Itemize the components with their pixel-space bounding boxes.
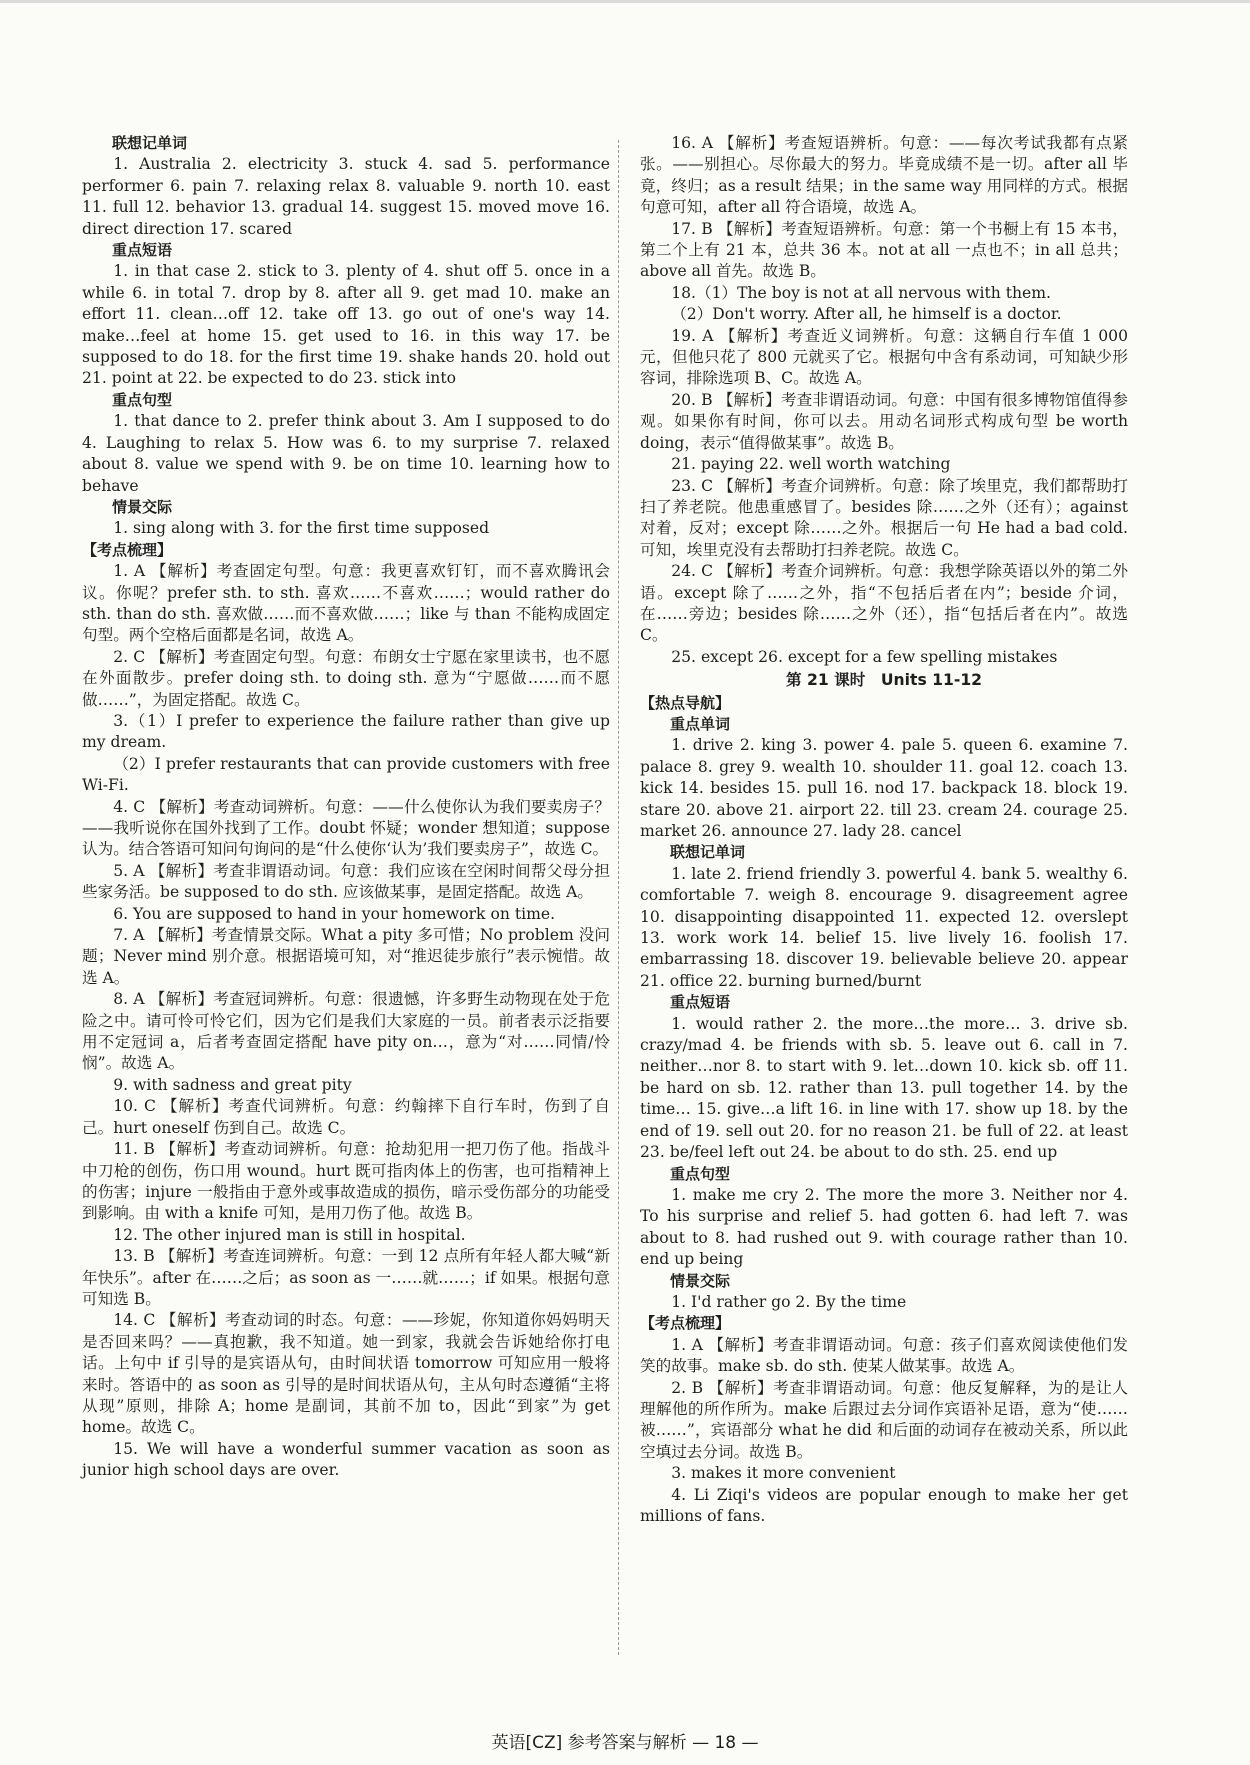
section-heading: 重点句型 <box>670 1164 731 1183</box>
page-top-edge <box>0 0 1250 3</box>
answer-paragraph: 1. sing along with 3. for the first time supposed <box>113 519 490 538</box>
section-heading: 重点短语 <box>670 993 731 1012</box>
answer-paragraph: 1. late 2. friend friendly 3. powerful 4. bank 5. wealthy 6. comfortable 7. weigh 8. encourage 9. disagreement agree 10. disappointing disappointed 11. expected 12. overslept 13. work work 14. belief 15. live lively 16. foolish 17. embarrassing 18. discover 19. believable believe 20. appear 21. office 22. burning burned/burnt <box>640 864 1128 990</box>
answer-paragraph: 14. C 【解析】考查动词的时态。句意：——珍妮，你知道你妈妈明天是否回来吗？——真抱歉，我不知道。她一到家，我就会告诉她给你打电话。上句中 if 引导的是宾语从句，由时间状语 tomorrow 可知应用一般将来时。答语中的 as soon as 引导的是时间状语从句，主从句时态遵循“主将从现”原则，排除 A；home 是副词，其前不加 to，因此“到家”为 get home。故选 C。 <box>82 1311 610 1437</box>
left-column <box>82 133 610 1482</box>
answer-paragraph: 1. Australia 2. electricity 3. stuck 4. sad 5. performance performer 6. pain 7. relaxing relax 8. valuable 9. north 10. east 11. full 12. behavior 13. gradual 14. suggest 15. moved move 16. direct direction 17. scared <box>82 155 610 238</box>
answer-paragraph: 4. Li Ziqi's videos are popular enough to make her get millions of fans. <box>640 1485 1128 1525</box>
answer-paragraph: 12. The other injured man is still in hospital. <box>113 1225 466 1244</box>
answer-paragraph: 1. would rather 2. the more…the more… 3. drive sb. crazy/mad 4. be friends with sb. 5. leave out 6. call in 7. neither…nor 8. to start with 9. let…down 10. kick sb. off 11. be hard on sb. 12. rather than 13. pull together 14. by the time… 15. give…a lift 16. in line with 17. show up 18. by the end of 19. sell out 20. for no reason 21. be full of 22. at least 23. be/feel left out 24. be about to do sth. 25. end up <box>640 1014 1128 1162</box>
answer-paragraph: 1. make me cry 2. The more the more 3. Neither nor 4. To his surprise and relief 5. had gotten 6. had left 7. was about to 8. had rushed out 9. with courage rather than 10. end up being <box>640 1185 1128 1269</box>
answer-paragraph: 3. makes it more convenient <box>671 1464 896 1483</box>
section-heading: 联想记单词 <box>112 134 188 152</box>
section-heading: 重点单词 <box>670 714 731 733</box>
answer-paragraph: 8. A 【解析】考查冠词辨析。句意：很遗憾，许多野生动物现在处于危险之中。请可怜可怜它们，因为它们是我们大家庭的一员。前者表示泛指要用不定冠词 a，后者考查固定搭配 have pity on…，意为“对……同情/怜悯”。故选 A。 <box>82 990 610 1073</box>
answer-paragraph: 1. A 【解析】考查非谓语动词。句意：孩子们喜欢阅读使他们发笑的故事。make sb. do sth. 使某人做某事。故选 A。 <box>640 1335 1128 1376</box>
answer-paragraph: 16. A 【解析】考查短语辨析。句意：——每次考试我都有点紧张。——别担心。尽你最大的努力。毕竟成绩不是一切。after all 毕竟，终归；as a result 结果；in the same way 用同样的方式。根据句意可知，after all 符合语境，故选 A。 <box>640 134 1128 217</box>
answer-paragraph: 19. A 【解析】考查近义词辨析。句意：这辆自行车值 1 000 元，但他只花了 800 元就买了它。根据句中含有系动词，可知缺少形容词，排除选项 B、C。故选 A。 <box>640 326 1128 388</box>
answer-paragraph: 13. B 【解析】考查连词辨析。句意：一到 12 点所有年轻人都大喊“新年快乐”。after 在……之后；as soon as 一……就……；if 如果。根据句意可知选 B。 <box>82 1247 610 1308</box>
answer-paragraph: （2）I prefer restaurants that can provide customers with free Wi-Fi. <box>82 754 610 795</box>
bracket-heading: 【考点梳理】 <box>640 1314 731 1333</box>
answer-paragraph: 25. except 26. except for a few spelling mistakes <box>671 647 1058 666</box>
answer-paragraph: 18.（1）The boy is not at all nervous with them. <box>671 283 1052 302</box>
answer-paragraph: 1. I'd rather go 2. By the time <box>671 1292 907 1311</box>
section-heading: 情景交际 <box>670 1271 731 1290</box>
answer-paragraph: 1. that dance to 2. prefer think about 3. Am I supposed to do 4. Laughing to relax 5. How was 6. to my surprise 7. relaxed about 8. value we spend with 9. be on time 10. learning how to behave <box>82 412 610 495</box>
answer-paragraph: 10. C 【解析】考查代词辨析。句意：约翰摔下自行车时，伤到了自己。hurt oneself 伤到自己。故选 C。 <box>82 1097 610 1137</box>
answer-paragraph: 5. A 【解析】考查非谓语动词。句意：我们应该在空闲时间帮父母分担些家务活。be supposed to do sth. 应该做某事，是固定搭配。故选 A。 <box>82 861 610 902</box>
answer-paragraph: 7. A 【解析】考查情景交际。What a pity 多可惜；No problem 没问题；Never mind 别介意。根据语境可知，对“推迟徒步旅行”表示惋惜。故选 A。 <box>82 926 610 987</box>
answer-paragraph: 9. with sadness and great pity <box>113 1075 352 1094</box>
answer-paragraph: 1. in that case 2. stick to 3. plenty of 4. shut off 5. once in a while 6. in total 7. drop by 8. after all 9. get mad 10. make an effort 11. clean…off 12. take off 13. go out of one's way 14. make…feel at home 15. get used to 16. in this way 17. be supposed to do 18. for the first time 19. shake hands 20. hold out 21. point at 22. be expected to do 23. stick into <box>82 262 610 388</box>
bracket-heading: 【考点梳理】 <box>82 540 173 559</box>
section-heading: 重点句型 <box>112 390 173 409</box>
answer-paragraph: 24. C 【解析】考查介词辨析。句意：我想学除英语以外的第二外语。except 除了……之外，指“不包括后者在内”；beside 介词，在……旁边；besides 除……之外（还），指“包括后者在内”。故选 C。 <box>640 562 1128 645</box>
lesson-title: 第 21 课时 Units 11-12 <box>785 671 983 690</box>
section-heading: 联想记单词 <box>670 843 746 862</box>
section-heading: 重点短语 <box>112 241 173 260</box>
right-column <box>640 133 1128 1527</box>
answer-paragraph: 20. B 【解析】考查非谓语动词。句意：中国有很多博物馆值得参观。如果你有时间，你可以去。用动名词形式构成句型 be worth doing，表示“值得做某事”。故选 B。 <box>640 390 1128 452</box>
answer-paragraph: 23. C 【解析】考查介词辨析。句意：除了埃里克，我们都帮助打扫了养老院。他患重感冒了。besides 除……之外（还有）；against 对着，反对；except 除……之外。根据后一句 He had a bad cold. 可知，埃里克没有去帮助打扫养老院。故选 C。 <box>640 476 1128 559</box>
answer-paragraph: 21. paying 22. well worth watching <box>671 455 951 474</box>
column-divider <box>618 140 619 1655</box>
page-footer: 英语[CZ] 参考答案与解析 — 18 — <box>491 1733 759 1753</box>
section-heading: 情景交际 <box>112 497 173 516</box>
answer-paragraph: 2. C 【解析】考查固定句型。句意：布朗女士宁愿在家里读书，也不愿在外面散步。prefer doing sth. to doing sth. 意为“宁愿做……而不愿做……”，为固定搭配。故选 C。 <box>82 647 610 709</box>
answer-paragraph: 4. C 【解析】考查动词辨析。句意：——什么使你认为我们要卖房子？——我听说你在国外找到了工作。doubt 怀疑；wonder 想知道；suppose 认为。结合答语可知问句询问的是“什么使你‘认为’我们要卖房子”，故选 C。 <box>82 797 610 859</box>
answer-paragraph: 6. You are supposed to hand in your homework on time. <box>113 904 556 923</box>
answer-paragraph: 17. B 【解析】考查短语辨析。句意：第一个书橱上有 15 本书，第二个上有 21 本，总共 36 本。not at all 一点也不；in all 总共；above all 首先。故选 B。 <box>640 219 1128 281</box>
answer-paragraph: 11. B 【解析】考查动词辨析。句意：抢劫犯用一把刀伤了他。指战斗中刀枪的创伤，伤口用 wound。hurt 既可指肉体上的伤害，也可指精神上的伤害；injure 一般指由于意外或事故造成的损伤，暗示受伤部分的功能受到影响。由 with a knife 可知，是用刀伤了他。故选 B。 <box>82 1140 610 1223</box>
answer-paragraph: 15. We will have a wonderful summer vacation as soon as junior high school days are over. <box>82 1439 610 1480</box>
answer-paragraph: 3.（1）I prefer to experience the failure rather than give up my dream. <box>82 711 610 752</box>
answer-paragraph: 1. drive 2. king 3. power 4. pale 5. queen 6. examine 7. palace 8. grey 9. wealth 10. shoulder 11. goal 12. coach 13. kick 14. besides 15. pull 16. nod 17. backpack 18. block 19. stare 20. above 21. airport 22. till 23. cream 24. courage 25. market 26. announce 27. lady 28. cancel <box>640 736 1128 840</box>
answer-paragraph: 1. A 【解析】考查固定句型。句意：我更喜欢钉钉，而不喜欢腾讯会议。你呢？prefer sth. to sth. 喜欢……不喜欢……；would rather do sth. than do sth. 喜欢做……而不喜欢做……；like 与 than 不能构成固定句型。两个空格后面都是名词，故选 A。 <box>82 562 610 645</box>
bracket-heading: 【热点导航】 <box>640 693 731 712</box>
answer-paragraph: （2）Don't worry. After all, he himself is a doctor. <box>671 305 1062 324</box>
answer-paragraph: 2. B 【解析】考查非谓语动词。句意：他反复解释，为的是让人理解他的所作所为。make 后跟过去分词作宾语补足语，意为“使……被……”，宾语部分 what he did 和后面的动词存在被动关系，所以此空填过去分词。故选 B。 <box>640 1378 1128 1461</box>
